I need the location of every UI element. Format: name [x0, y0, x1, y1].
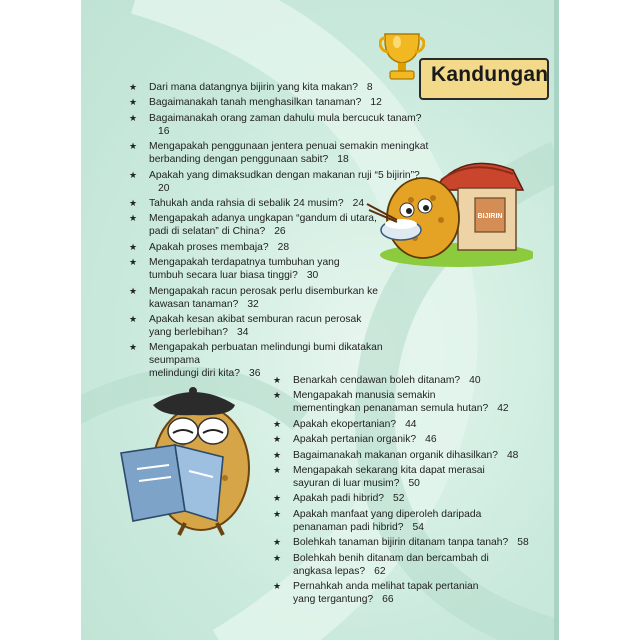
star-icon: ★ — [129, 82, 138, 92]
toc-entry-text: yang tergantung? — [293, 593, 374, 605]
toc-page-number: 34 — [237, 326, 249, 338]
star-icon: ★ — [273, 390, 282, 401]
toc-entry — [273, 374, 559, 387]
toc-entry — [273, 492, 559, 505]
toc-entry-text: Mengapakah manusia semakin — [293, 390, 436, 402]
toc-entry — [273, 552, 559, 578]
toc-entry-text: melindungi diri kita? — [149, 368, 241, 380]
toc-entry-text: Bolehkah benih ditanam dan bercambah di — [293, 552, 489, 564]
star-icon: ★ — [273, 493, 282, 504]
star-icon: ★ — [129, 285, 138, 296]
toc-page-number: 58 — [517, 537, 529, 549]
potato-character-illustration — [113, 383, 263, 538]
star-icon: ★ — [129, 141, 138, 152]
toc-entry-text: Tahukah anda rahsia di sebalik 24 musim? — [149, 197, 344, 209]
toc-entry-text: Mengapakah penggunaan jentera penuai semakin meningkat — [149, 141, 429, 153]
toc-page-number: 42 — [497, 403, 509, 415]
toc-entry — [273, 536, 559, 549]
toc-entry — [129, 81, 429, 94]
toc-entry — [129, 112, 429, 138]
toc-entry-text: kawasan tanaman? — [149, 298, 239, 310]
toc-entry-text: Bolehkah tanaman bijirin ditanam tanpa tanah? — [293, 537, 509, 549]
toc-entry-text: Mengapakah racun perosak perlu disemburkan ke — [149, 285, 378, 297]
toc-entry-text: Bagaimanakah makanan organik dihasilkan? — [293, 449, 498, 461]
toc-entry-text: berbanding dengan penggunaan sabit? — [149, 154, 329, 166]
toc-entry-text: Mengapakah adanya ungkapan “gandum di utara, — [149, 213, 377, 225]
toc-entry-text: Bagaimanakah tanah menghasilkan tanaman? — [149, 97, 362, 109]
toc-page-number: 62 — [374, 565, 386, 577]
star-icon: ★ — [129, 213, 138, 224]
toc-entry-text: Apakah ekopertanian? — [293, 418, 397, 430]
toc-page-number: 54 — [412, 521, 424, 533]
toc-entry-text: Apakah manfaat yang diperoleh daripada — [293, 508, 482, 520]
star-icon: ★ — [129, 342, 138, 353]
toc-page-number: 44 — [405, 418, 417, 430]
toc-page-number: 30 — [306, 270, 319, 282]
toc-entry-text: Apakah pertanian organik? — [293, 434, 417, 446]
star-icon: ★ — [129, 97, 138, 108]
star-icon: ★ — [273, 449, 282, 460]
star-icon: ★ — [273, 418, 282, 429]
toc-page-number: 18 — [337, 154, 349, 166]
toc-entry-text: Apakah padi hibrid? — [293, 493, 385, 505]
toc-page-number: 32 — [247, 298, 259, 310]
toc-entry — [273, 418, 559, 431]
star-icon: ★ — [273, 508, 282, 519]
toc-page-number: 52 — [393, 493, 405, 505]
star-icon: ★ — [129, 112, 138, 123]
star-icon: ★ — [273, 464, 282, 475]
toc-page-number: 40 — [469, 375, 481, 386]
star-icon: ★ — [273, 552, 282, 563]
toc-page-number: 20 — [158, 182, 170, 194]
star-icon: ★ — [273, 537, 282, 548]
star-icon: ★ — [129, 241, 138, 252]
toc-entry — [273, 433, 559, 446]
toc-entry-text: padi di selatan” di China? — [149, 226, 266, 238]
toc-entry — [273, 508, 559, 534]
toc-entry-text: Mengapakah perbuatan melindungi bumi dikatakan seumpama — [149, 342, 383, 367]
toc-entry-text: angkasa lepas? — [293, 565, 366, 577]
star-icon: ★ — [273, 375, 282, 385]
toc-page-number: 28 — [277, 241, 290, 253]
toc-entry-text: Benarkah cendawan boleh ditanam? — [293, 375, 461, 386]
toc-entry-text: Apakah yang dimaksudkan dengan makanan ruji “5 bijirin”? — [149, 169, 420, 181]
toc-page-number: 16 — [158, 125, 170, 137]
toc-entry — [129, 313, 429, 339]
toc-entry-text: yang berlebihan? — [149, 326, 229, 338]
toc-entry-text: mementingkan penanaman semula hutan? — [293, 403, 489, 415]
grain-character-illustration — [363, 150, 533, 270]
toc-entry-text: Mengapakah sekarang kita dapat merasai — [293, 464, 485, 476]
toc-entry — [129, 96, 429, 109]
star-icon: ★ — [129, 169, 138, 180]
toc-page-number: 46 — [425, 434, 437, 446]
toc-entry-text: Pernahkah anda melihat tapak pertanian — [293, 580, 479, 592]
toc-entry-text: Apakah kesan akibat semburan racun perosak — [149, 313, 362, 325]
star-icon: ★ — [273, 580, 282, 591]
hut-sign-text: BIJIRIN — [477, 213, 503, 220]
toc-page-number: 50 — [408, 477, 420, 489]
toc-page-number: 8 — [366, 82, 373, 93]
page-title: Kandungan — [431, 63, 549, 86]
toc-entry-text: tumbuh secara luar biasa tinggi? — [149, 270, 298, 282]
star-icon: ★ — [129, 197, 138, 208]
toc-page-number: 26 — [274, 226, 286, 238]
star-icon: ★ — [129, 313, 138, 324]
toc-entry-text: Mengapakah terdapatnya tumbuhan yang — [149, 257, 340, 269]
toc-entry — [129, 285, 429, 311]
toc-entry — [273, 464, 559, 490]
star-icon: ★ — [129, 257, 138, 268]
toc-page-number: 66 — [382, 593, 394, 605]
toc-entry-text: sayuran di luar musim? — [293, 477, 400, 489]
toc-list-bottom — [273, 374, 559, 608]
toc-entry-text: penanaman padi hibrid? — [293, 521, 404, 533]
toc-page-number: 36 — [249, 368, 261, 380]
book-page — [81, 0, 559, 640]
toc-page-number: 24 — [352, 197, 365, 209]
toc-entry — [273, 580, 559, 606]
toc-page-number: 12 — [370, 97, 382, 109]
star-icon: ★ — [273, 434, 282, 445]
toc-entry — [273, 449, 559, 462]
toc-page-number: 48 — [506, 449, 519, 461]
toc-entry-text: Bagaimanakah orang zaman dahulu mula bercucuk tanam? — [149, 112, 422, 124]
toc-entry-text: Dari mana datangnya bijirin yang kita makan? — [149, 82, 358, 93]
toc-entry — [273, 389, 559, 415]
toc-entry-text: Apakah proses membaja? — [149, 241, 269, 253]
